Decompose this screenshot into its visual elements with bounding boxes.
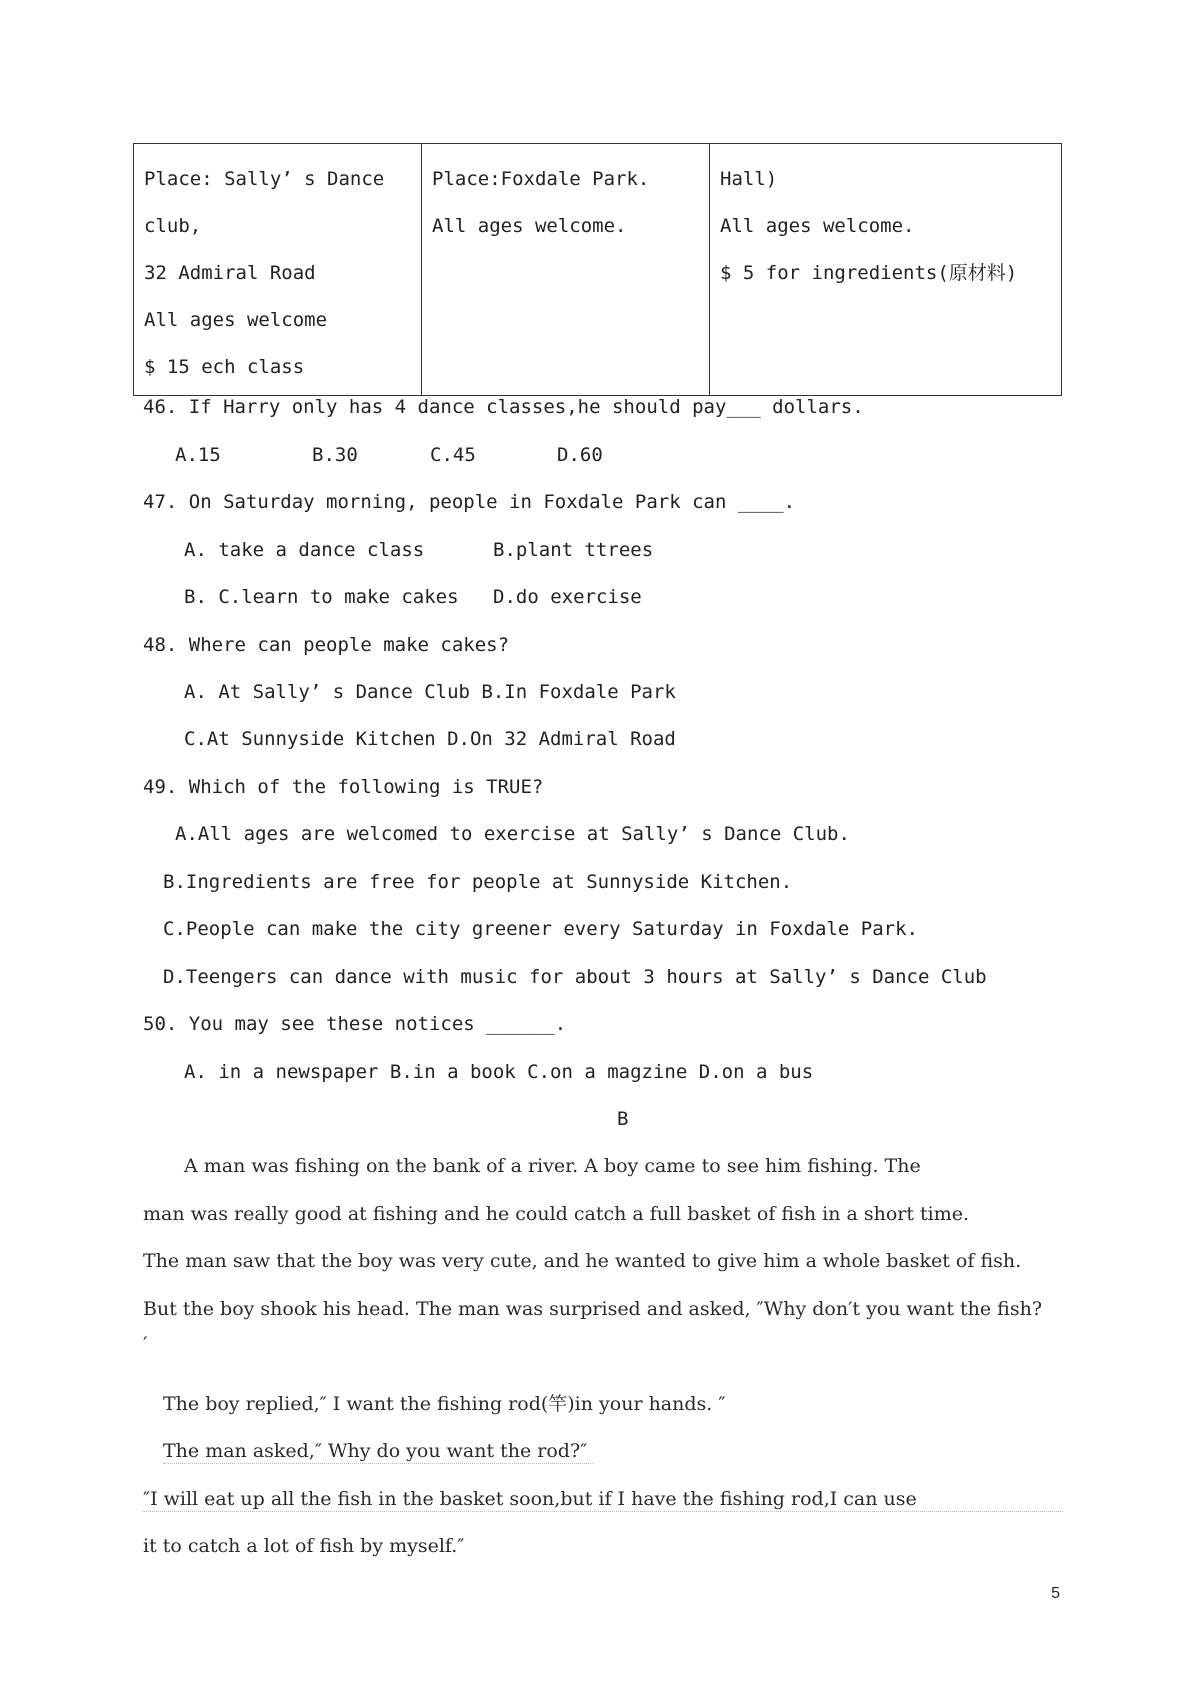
cell-text: 32 Admiral Road — [144, 262, 316, 284]
q48-options-line-2: C.At Sunnyside Kitchen D.On 32 Admiral Road — [184, 728, 676, 750]
q46-option-c: C.45 — [430, 444, 476, 466]
page-number: 5 — [1051, 1585, 1060, 1602]
q50-options: A. in a newspaper B.in a book C.on a magzine D.on a bus — [184, 1061, 814, 1083]
question-46-stem: 46. If Harry only has 4 dance classes,he should pay___ dollars. — [143, 396, 864, 418]
q48-options-line-1: A. At Sally’ s Dance Club B.In Foxdale Park — [184, 681, 676, 703]
q49-option-d: D.Teengers can dance with music for about 3 hours at Sally’ s Dance Club — [163, 966, 987, 988]
passage-line: ″I will eat up all the fish in the basket soon,but if I have the fishing rod,I can use — [143, 1487, 1063, 1512]
passage-line: it to catch a lot of fish by myself.″ — [143, 1535, 465, 1557]
cell-text: $ 5 for ingredients(原材料) — [720, 262, 1018, 284]
notice-cell-dance-club — [134, 144, 422, 396]
q49-option-c: C.People can make the city greener every Saturday in Foxdale Park. — [163, 918, 918, 940]
q49-option-b: B.Ingredients are free for people at Sunnyside Kitchen. — [163, 871, 793, 893]
notice-table — [133, 143, 1062, 396]
passage-line: man was really good at fishing and he could catch a full basket of fish in a short time. — [143, 1203, 970, 1225]
passage-line: A man was fishing on the bank of a river. A boy came to see him fishing. The — [184, 1155, 921, 1177]
q47-option-c: B. C.learn to make cakes — [184, 586, 459, 608]
cell-text: All ages welcome — [144, 309, 328, 331]
q46-option-d: D.60 — [557, 444, 603, 466]
notice-cell-kitchen — [710, 144, 1062, 396]
cell-text: club, — [144, 215, 202, 237]
passage-line: The boy replied,″ I want the fishing rod(竿)in your hands. ″ — [163, 1393, 726, 1415]
cell-text: Hall) — [720, 168, 778, 190]
cell-text: All ages welcome. — [432, 215, 627, 237]
q47-option-d: D.do exercise — [493, 586, 642, 608]
passage-line: The man asked,″ Why do you want the rod?″ — [163, 1439, 593, 1464]
notice-cell-foxdale-park — [422, 144, 710, 396]
q47-option-a: A. take a dance class — [184, 539, 425, 561]
section-heading: B — [617, 1108, 629, 1130]
question-50-stem: 50. You may see these notices ______. — [143, 1013, 567, 1035]
cell-text: Place: Sally’ s Dance — [144, 168, 385, 190]
q47-option-b: B.plant ttrees — [493, 539, 654, 561]
q46-option-b: B.30 — [312, 444, 358, 466]
cell-text: Place:Foxdale Park. — [432, 168, 650, 190]
q46-option-a: A.15 — [175, 444, 221, 466]
cell-text: All ages welcome. — [720, 215, 915, 237]
cell-text: $ 15 ech class — [144, 356, 305, 378]
question-47-stem: 47. On Saturday morning, people in Foxdale Park can ____. — [143, 491, 796, 513]
q49-option-a: A.All ages are welcomed to exercise at Sally’ s Dance Club. — [175, 823, 850, 845]
question-48-stem: 48. Where can people make cakes? — [143, 634, 510, 656]
passage-line: The man saw that the boy was very cute, and he wanted to give him a whole basket of fish. — [143, 1250, 1022, 1272]
question-49-stem: 49. Which of the following is TRUE? — [143, 776, 544, 798]
passage-line: But the boy shook his head. The man was surprised and asked, ″Why don′t you want the fish? — [143, 1298, 1043, 1320]
passage-line: ′ — [143, 1333, 148, 1355]
